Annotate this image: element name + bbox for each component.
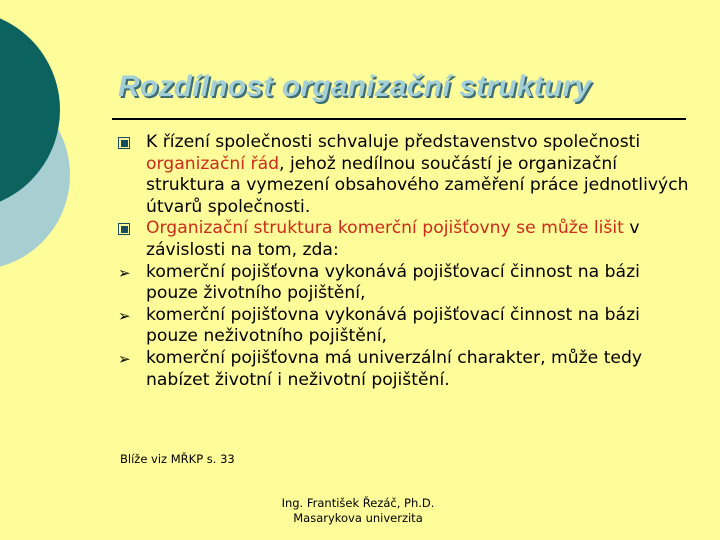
- item-text: komerční pojišťovna vykonává pojišťovací činnost na bázi pouze životního pojištění,: [146, 261, 640, 304]
- footer-author: Ing. František Řezáč, Ph.D.: [281, 496, 435, 510]
- footer: [258, 496, 458, 526]
- arrow-bullet-icon: ➢: [118, 306, 131, 325]
- item-text: , jehož nedílnou součástí je organizační struktura a vymezení obsahového zaměření práce jednotlivých útvarů společnosti.: [146, 153, 689, 217]
- list-item: [114, 132, 694, 218]
- arrow-bullet-icon: ➢: [118, 349, 131, 368]
- item-text: v závislosti na tom, zda:: [146, 218, 640, 260]
- list-item: [114, 218, 694, 261]
- title-divider: [112, 118, 686, 120]
- slide-title: Rozdílnost organizační struktury: [118, 70, 592, 103]
- square-bullet-icon: [118, 223, 130, 235]
- list-item: [114, 262, 694, 305]
- decorative-circles: [0, 0, 100, 300]
- square-bullet-icon: [118, 137, 130, 149]
- arrow-bullet-icon: ➢: [118, 263, 131, 282]
- emphasis-text: Organizační struktura komerční pojišťovny se může lišit: [146, 218, 624, 239]
- item-text: komerční pojišťovna má univerzální charakter, může tedy nabízet životní i neživotní pojištění.: [146, 347, 643, 390]
- list-item: [114, 348, 694, 391]
- item-text: K řízení společnosti schvaluje představenstvo společnosti: [146, 132, 641, 152]
- reference-note: Blíže viz MŘKP s. 33: [120, 452, 235, 466]
- footer-institution: Masarykova univerzita: [293, 511, 423, 525]
- bullet-list: [114, 132, 694, 391]
- item-text: komerční pojišťovna vykonává pojišťovací činnost na bázi pouze neživotního pojištění,: [146, 304, 640, 347]
- emphasis-text: organizační řád: [146, 153, 280, 174]
- list-item: [114, 305, 694, 348]
